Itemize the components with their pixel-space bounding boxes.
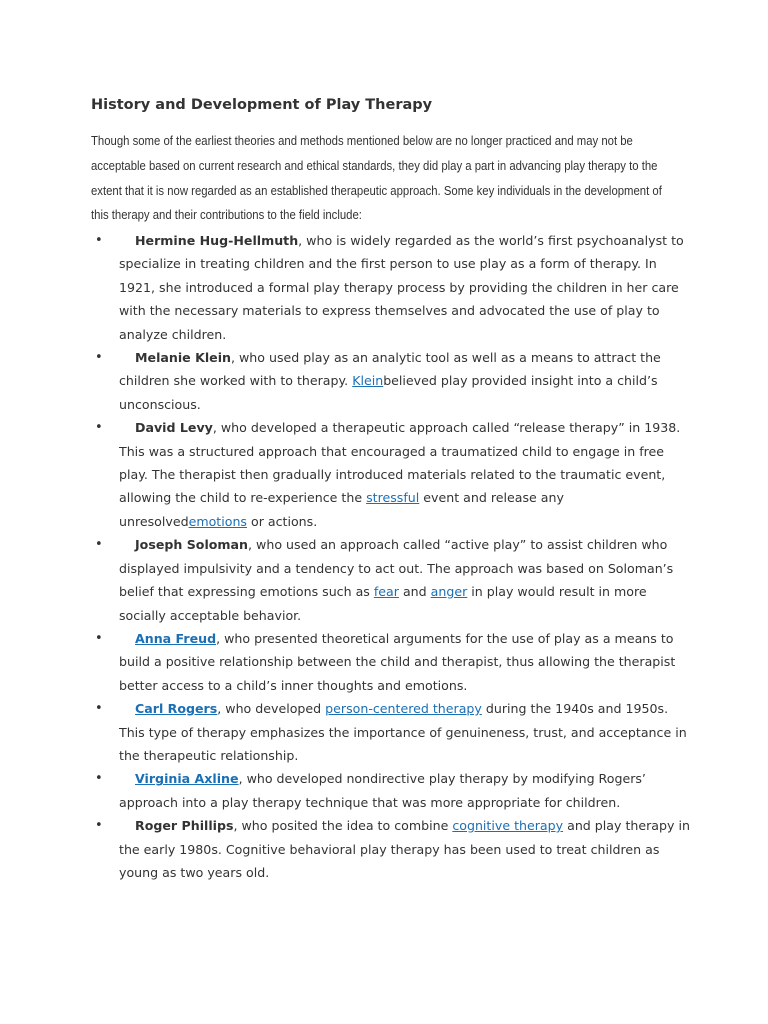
link-cognitive-therapy[interactable]: cognitive therapy	[452, 818, 564, 834]
item-text: , who used play as an analytic tool as well as a means to attract the children she worked with to therapy.	[119, 350, 661, 389]
item-text: , who presented theoretical arguments for the use of play as a means to build a positive relationship between the child and therapist, thus allowing the therapist better access to a child’s inner thoughts and emotions.	[119, 630, 676, 693]
item-text: or actions.	[246, 513, 318, 529]
item-text: , who posited the idea to combine	[233, 818, 453, 834]
link-anna-freud[interactable]: Anna Freud	[135, 630, 217, 646]
list-item-soloman	[91, 533, 691, 627]
contributors-list	[91, 229, 691, 884]
list-item-carl-rogers	[91, 697, 691, 767]
person-name: Joseph Soloman	[135, 537, 249, 553]
bullet-icon: •	[95, 630, 103, 646]
list-item-hug-hellmuth	[91, 229, 691, 346]
item-text: event and release any unresolved	[119, 490, 564, 529]
person-name: David Levy	[135, 420, 213, 436]
bullet-icon: •	[95, 771, 103, 787]
list-item-roger-phillips	[91, 814, 691, 884]
bullet-icon: •	[95, 701, 103, 717]
list-item-virginia-axline	[91, 767, 691, 814]
link-carl-rogers[interactable]: Carl Rogers	[135, 701, 218, 717]
link-person-centered-therapy[interactable]: person-centered therapy	[325, 701, 482, 717]
link-klein[interactable]: Klein	[352, 373, 384, 389]
item-text: , who developed	[217, 701, 326, 717]
bullet-icon: •	[95, 350, 103, 366]
item-text: during the 1940s and 1950s. This type of therapy emphasizes the importance of genuineness, trust, and acceptance in the therapeutic relationship.	[119, 701, 687, 763]
bullet-icon: •	[95, 818, 103, 834]
list-item-anna-freud	[91, 627, 691, 697]
person-name: Hermine Hug-Hellmuth	[135, 233, 299, 248]
link-emotions[interactable]: emotions	[188, 513, 247, 529]
bullet-icon: •	[95, 537, 103, 553]
item-text: , who developed nondirective play therapy by modifying Rogers’ approach into a play therapy technique that was more appropriate for children.	[119, 771, 646, 810]
list-item-klein	[91, 346, 691, 416]
bullet-icon: •	[95, 233, 103, 248]
intro-paragraph: Though some of the earliest theories and methods mentioned below are no longer practiced and may not be acceptable based on current research and ethical standards, they did play a part in advancing play therapy to the extent that it is now regarded as an established therapeutic approach. Some key individuals in the development of this therapy and their contributions to the field include:	[91, 134, 662, 223]
person-name: Melanie Klein	[135, 350, 231, 366]
person-name: Roger Phillips	[135, 818, 234, 834]
link-anger[interactable]: anger	[430, 584, 468, 600]
link-virginia-axline[interactable]: Virginia Axline	[135, 771, 239, 787]
link-fear[interactable]: fear	[373, 584, 399, 600]
item-text: and	[398, 584, 431, 600]
item-text: , who developed a therapeutic approach called “release therapy” in 1938. This was a structured approach that encouraged a traumatized child to engage in free play. The therapist then gradually introduced materials related to the traumatic event, allowing the child to re-experience the	[119, 420, 681, 506]
item-text: , who is widely regarded as the world’s first psychoanalyst to specialize in treating children and the first person to use play as a form of therapy. In 1921, she introduced a formal play therapy process by providing the children in her care with the necessary materials to express themselves and advocated the use of play to analyze children.	[119, 233, 684, 342]
bullet-icon: •	[95, 420, 103, 436]
item-text: in play would result in more socially acceptable behavior.	[119, 584, 647, 623]
link-stressful[interactable]: stressful	[366, 490, 420, 506]
item-text: believed play provided insight into a child’s unconscious.	[119, 373, 658, 412]
item-text: , who used an approach called “active play” to assist children who displayed impulsivity and a tendency to act out. The approach was based on Soloman’s belief that expressing emotions such as	[119, 537, 674, 600]
document-title: History and Development of Play Therapy	[91, 97, 433, 113]
item-text: and play therapy in the early 1980s. Cognitive behavioral play therapy has been used to treat children as young as two years old.	[119, 818, 690, 880]
list-item-levy	[91, 416, 691, 533]
